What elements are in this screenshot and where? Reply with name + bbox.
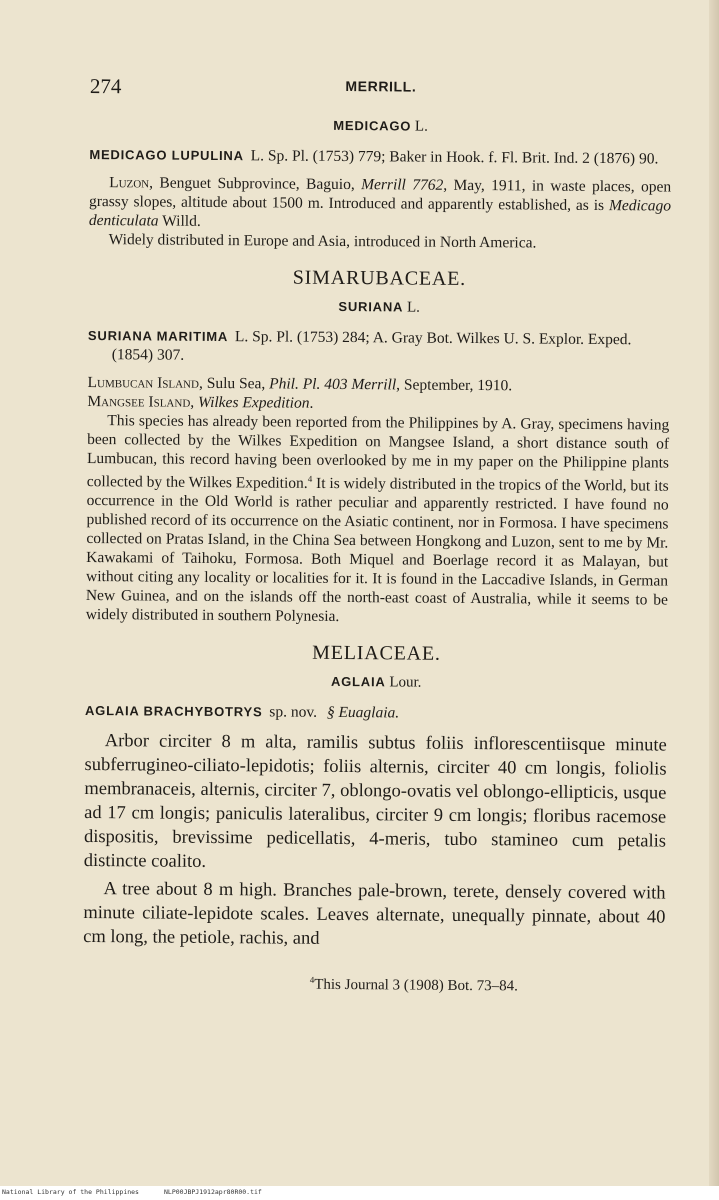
genus-heading-suriana	[88, 297, 670, 319]
separator: .	[309, 394, 314, 412]
collector-number: Phil. Pl. 403 Merrill	[269, 375, 397, 394]
footnote-text: This Journal 3 (1908) Bot. 73–84.	[314, 976, 519, 995]
latin-description: Arbor circiter 8 m alta, ramilis subtus foliis inflorescentiisque minute subferrugineo-ciliato-lepidotis; foliis alternis, circiter 40 cm longis, foliolis membranaceis, alternis, circiter 7, oblongo-ovatis vel oblongo-ellipticis, usque ad 17 cm longis; paniculis lateralibus, circiter 9 cm longis; floribus racemose dispositis, brevissime pedicellatis, 4-meris, tubo stamineo cum petalis distincte coalito.	[83, 731, 667, 873]
genus-author: Lour.	[389, 674, 422, 691]
species-status: sp. nov.	[269, 703, 318, 721]
scan-filename-label: NLP00JBPJ1912apr80R00.tif	[164, 1188, 262, 1196]
species-reference: Medicago denticulata	[88, 197, 672, 230]
discussion-text: It is widely distributed in the tropics of the World, but its occurrence in the Old World is rather peculiar and apparently restricted. I have found no published record of its occurrence on the Asiatic continent, nor in Formosa. I have specimens collected on Pratas Island, in the China Sea between Hongkong and Luzon, sent to me by Mr. Kawakami of Taihoku, Formosa. Both Miquel and Boerlage record it as Malayan, but without citing any locality or localities for it. It is found in the Laccadive Islands, in German New Guinea, and on the islands off the north-east coast of Australia, while it seems to be widely distributed in southern Polynesia.	[85, 474, 669, 626]
island-name: Mangsee Island	[87, 392, 191, 411]
species-entry-aglaia-brachybotrys	[85, 701, 667, 725]
genus-heading-aglaia	[85, 672, 667, 694]
page-header	[90, 74, 672, 115]
footnote	[83, 973, 665, 997]
species-entry-medicago-lupulina	[89, 145, 671, 169]
separator: ,	[190, 393, 199, 411]
specimen-record-luzon	[89, 173, 671, 235]
species-name: MEDICAGO LUPULINA	[89, 146, 244, 164]
genus-heading-medicago	[90, 116, 672, 138]
collection-date: , September, 1910.	[396, 376, 513, 395]
specimen-records-suriana	[87, 373, 669, 416]
scan-source-label: National Library of the Philippines	[2, 1188, 139, 1196]
running-head: MERRILL.	[345, 78, 417, 95]
species-entry-suriana-maritima	[88, 326, 670, 369]
species-name: SURIANA MARITIMA	[87, 327, 229, 345]
species-reference-author: Willd.	[158, 212, 201, 230]
island-name: Lumbucan Island	[87, 373, 200, 392]
discussion-paragraph	[86, 411, 670, 629]
locality-text: , Benguet Subprovince, Baguio,	[149, 174, 362, 194]
species-citation: L. Sp. Pl. (1753) 779; Baker in Hook. f. Fl. Brit. Ind. 2 (1876) 90.	[250, 147, 659, 168]
genus-name: AGLAIA	[330, 674, 386, 690]
record-text: , May, 1911, in waste places, open grassy slopes, altitude about 1500 m. Introduced and apparently established, as is	[88, 176, 672, 215]
section-name: § Euaglaia.	[326, 704, 400, 722]
island-name: Luzon	[109, 174, 150, 192]
genus-name: SURIANA	[338, 298, 404, 315]
family-heading-simarubaceae: SIMARUBACEAE.	[292, 266, 467, 290]
english-description: A tree about 8 m high. Branches pale-brown, terete, densely covered with minute ciliate-lepidote scales. Leaves alternate, unequally pinnate, about 40 cm long, the petiole, rachis, and	[83, 879, 666, 949]
genus-name: MEDICAGO	[333, 117, 412, 134]
discussion-text: This species has already been reported from the Philippines by A. Gray, specimens having been collected by the Wilkes Expedition on Mangsee Island, a short distance south of Lumbucan, this record having been overlooked by me in my paper on the Philippine plants collected by the Wilkes Expedition.	[86, 412, 670, 492]
locality-text: , Sulu Sea,	[198, 374, 270, 393]
distribution-note: Widely distributed in Europe and Asia, introduced in North America.	[108, 231, 537, 252]
genus-author: L.	[406, 299, 420, 316]
family-heading-meliaceae: MELIACEAE.	[312, 641, 441, 665]
collector-name: Wilkes Expedition	[197, 393, 310, 412]
footnote-marker: 4	[309, 974, 315, 985]
footnote-reference: 4	[307, 473, 313, 484]
collector-number: Merrill 7762	[361, 176, 444, 194]
page-edge-shadow	[709, 0, 719, 1200]
species-name: AGLAIA BRACHYBOTRYS	[84, 703, 263, 720]
species-citation: L. Sp. Pl. (1753) 284; A. Gray Bot. Wilkes U. S. Explor. Exped. (1854) 307.	[111, 328, 632, 364]
page-number: 274	[89, 74, 122, 99]
book-page	[83, 74, 672, 997]
genus-author: L.	[414, 118, 428, 135]
